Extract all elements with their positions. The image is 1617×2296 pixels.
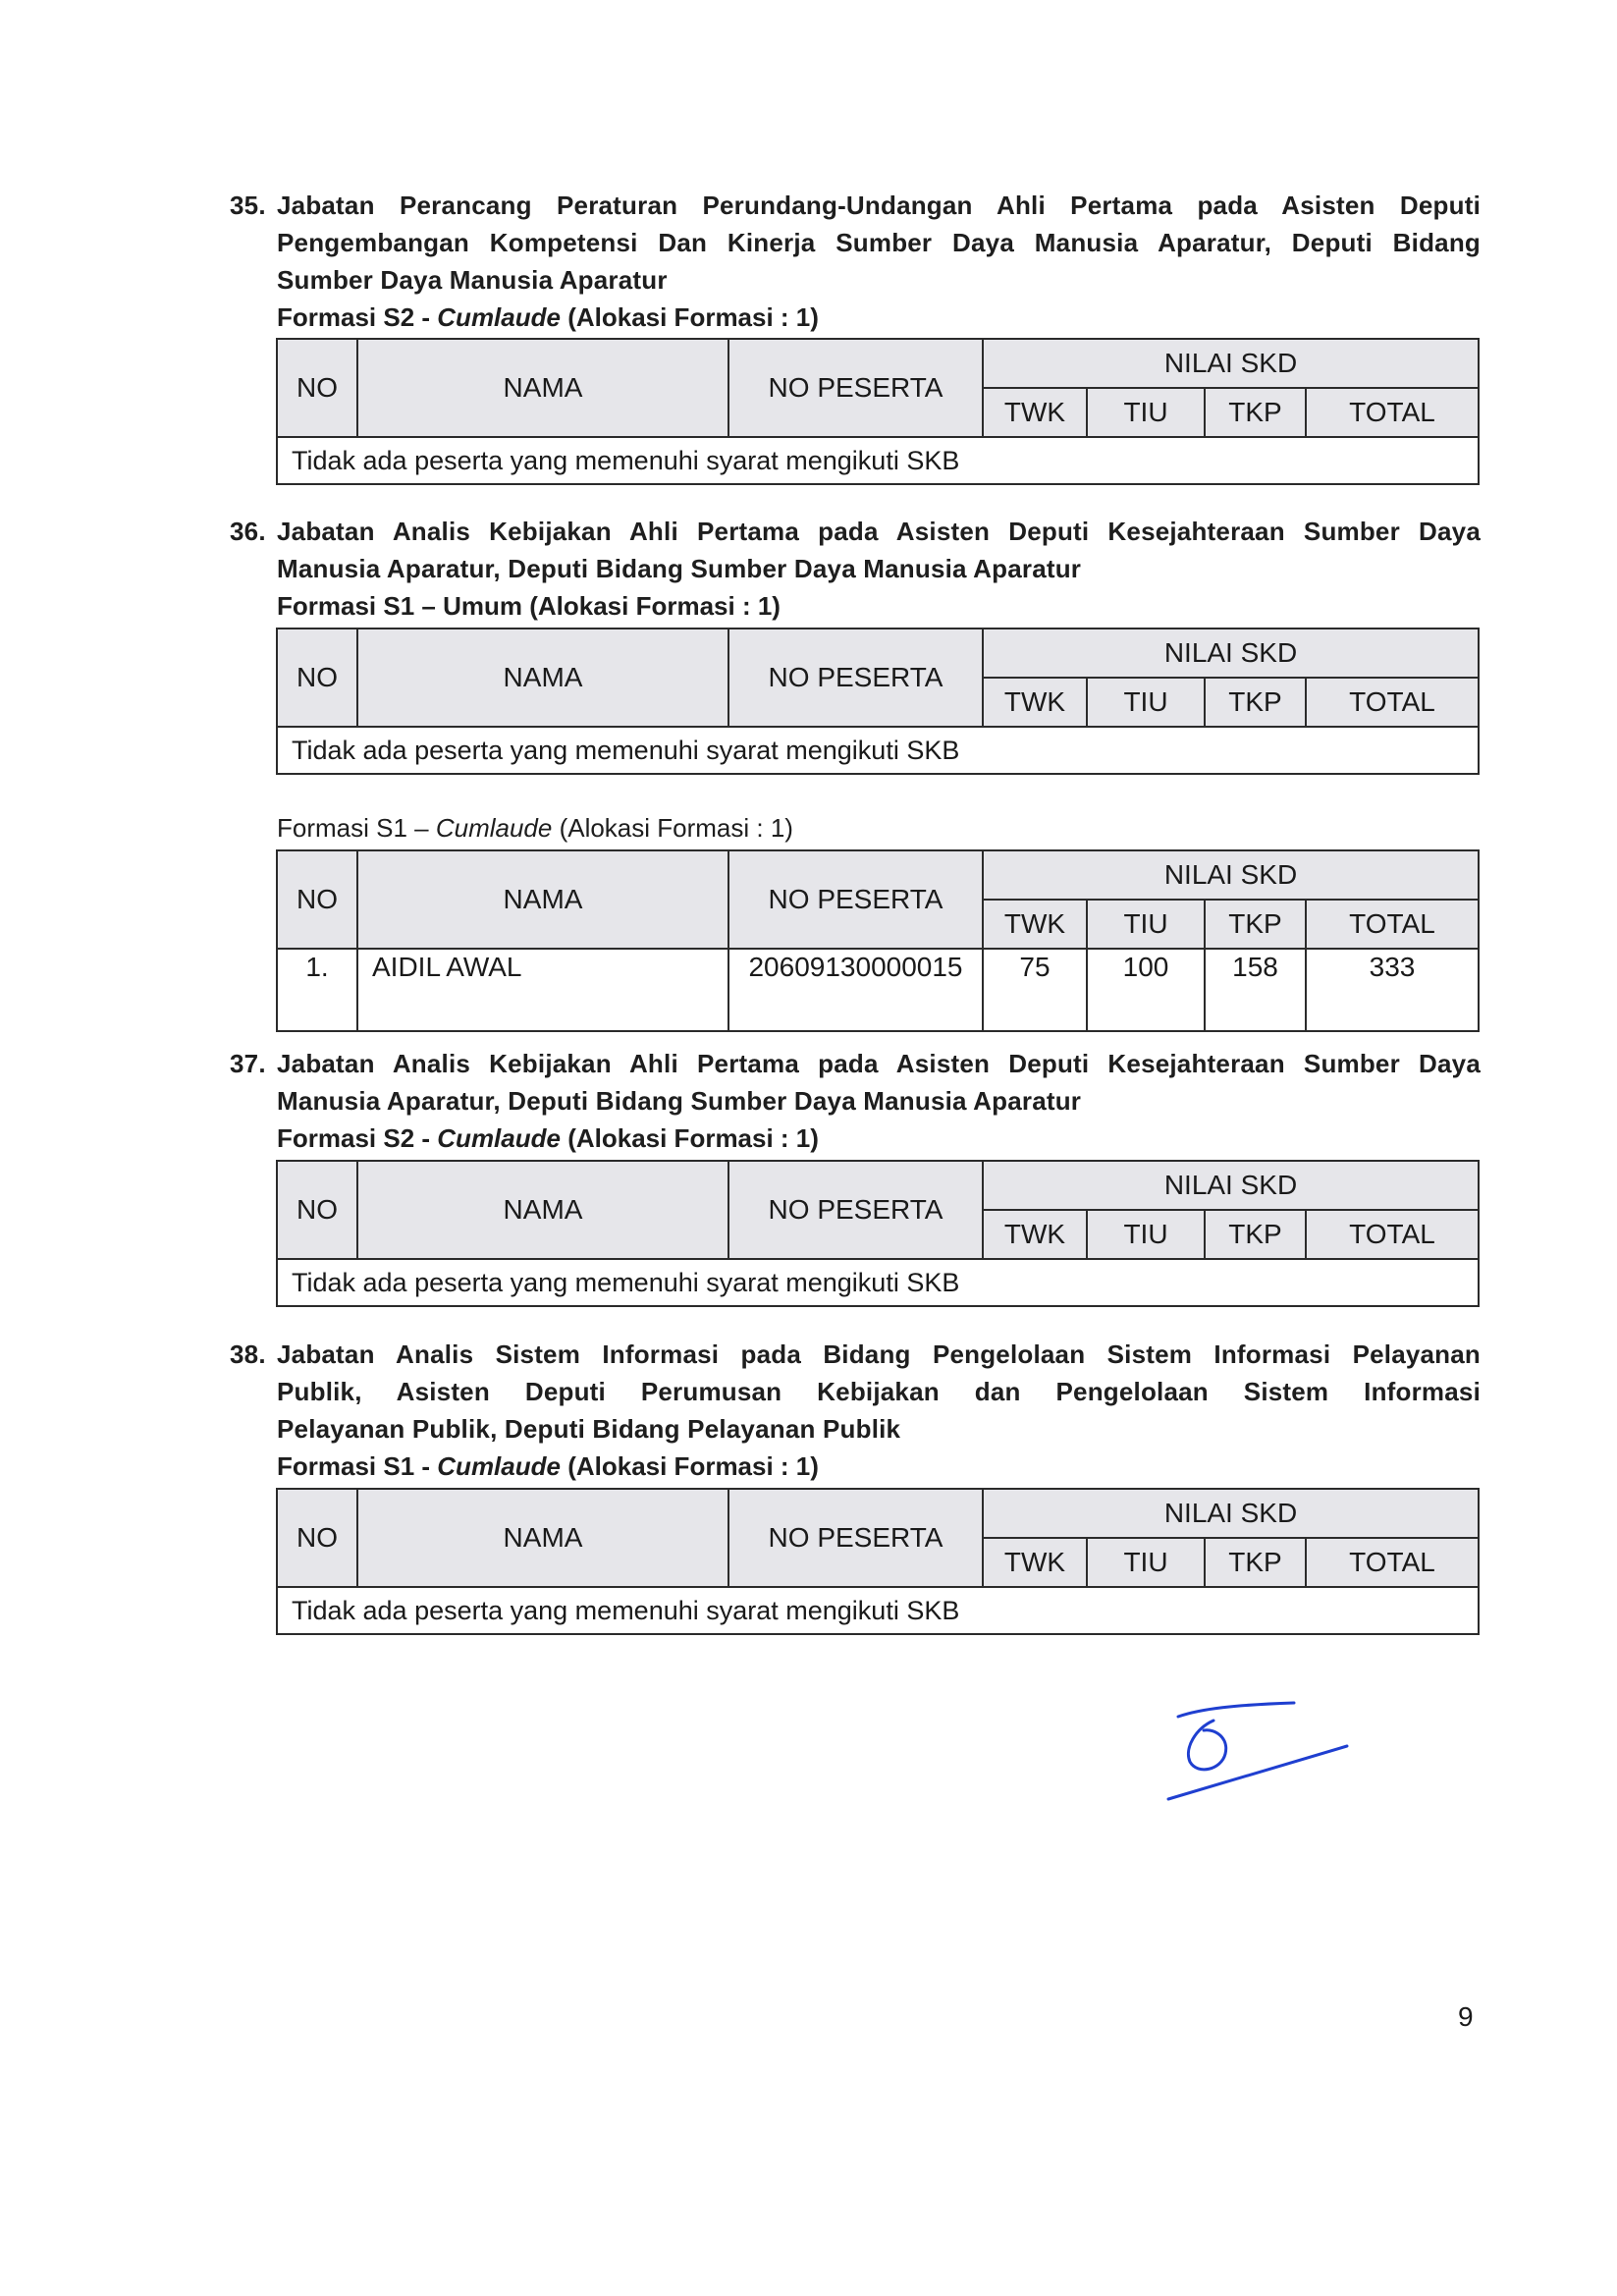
results-table xyxy=(276,1488,1480,1635)
header-nama: NAMA xyxy=(357,1489,728,1587)
section-heading-35 xyxy=(230,187,1481,299)
header-tiu: TIU xyxy=(1087,900,1205,949)
header-nama: NAMA xyxy=(357,1161,728,1259)
empty-message: Tidak ada peserta yang memenuhi syarat mengikuti SKB xyxy=(277,727,1479,774)
header-tkp: TKP xyxy=(1205,900,1306,949)
formasi-prefix: Formasi S1 – xyxy=(277,813,436,843)
header-no-peserta: NO PESERTA xyxy=(728,1489,983,1587)
heading-line: Sumber Daya Manusia Aparatur xyxy=(277,265,668,295)
heading-line: Jabatan Perancang Peraturan Perundang-Undangan Ahli Pertama pada Asisten Deputi xyxy=(277,191,1481,220)
formasi-type: Cumlaude xyxy=(437,302,561,332)
header-tkp: TKP xyxy=(1205,1210,1306,1259)
section-heading-38 xyxy=(230,1336,1481,1448)
header-tkp: TKP xyxy=(1205,678,1306,727)
header-no-peserta: NO PESERTA xyxy=(728,1161,983,1259)
heading-line: Manusia Aparatur, Deputi Bidang Sumber Daya Manusia Aparatur xyxy=(277,554,1082,583)
heading-line: Publik, Asisten Deputi Perumusan Kebijakan dan Pengelolaan Sistem Informasi xyxy=(277,1377,1481,1406)
header-nilai-skd: NILAI SKD xyxy=(983,339,1479,388)
header-nilai-skd: NILAI SKD xyxy=(983,1489,1479,1538)
header-nilai-skd: NILAI SKD xyxy=(983,1161,1479,1210)
cell-no-peserta: 20609130000015 xyxy=(728,949,983,1031)
section-heading-36 xyxy=(230,513,1481,587)
header-tiu: TIU xyxy=(1087,1210,1205,1259)
heading-line: Jabatan Analis Kebijakan Ahli Pertama pada Asisten Deputi Kesejahteraan Sumber Daya xyxy=(277,517,1481,546)
header-total: TOTAL xyxy=(1306,1538,1479,1587)
header-nilai-skd: NILAI SKD xyxy=(983,850,1479,900)
header-twk: TWK xyxy=(983,1538,1087,1587)
section-number: 36. xyxy=(230,517,266,546)
header-tiu: TIU xyxy=(1087,388,1205,437)
header-tiu: TIU xyxy=(1087,678,1205,727)
formasi-prefix: Formasi S2 - xyxy=(277,302,438,332)
results-table xyxy=(276,338,1480,485)
formasi-suffix: (Alokasi Formasi : 1) xyxy=(521,591,781,621)
heading-line: Jabatan Analis Kebijakan Ahli Pertama pada Asisten Deputi Kesejahteraan Sumber Daya xyxy=(277,1049,1481,1078)
cell-nama: AIDIL AWAL xyxy=(357,949,728,1031)
header-twk: TWK xyxy=(983,1210,1087,1259)
cell-total: 333 xyxy=(1306,949,1479,1031)
header-twk: TWK xyxy=(983,678,1087,727)
header-nilai-skd: NILAI SKD xyxy=(983,629,1479,678)
formasi-prefix: Formasi S2 - xyxy=(277,1123,438,1153)
formasi-label xyxy=(277,1448,819,1485)
formasi-label xyxy=(277,1120,819,1157)
heading-line: Jabatan Analis Sistem Informasi pada Bidang Pengelolaan Sistem Informasi Pelayanan xyxy=(277,1339,1481,1369)
formasi-label xyxy=(277,809,793,847)
header-no: NO xyxy=(277,850,357,949)
empty-message: Tidak ada peserta yang memenuhi syarat mengikuti SKB xyxy=(277,1259,1479,1306)
header-no: NO xyxy=(277,1489,357,1587)
table-row xyxy=(277,949,1479,1031)
empty-message: Tidak ada peserta yang memenuhi syarat mengikuti SKB xyxy=(277,1587,1479,1634)
formasi-suffix: (Alokasi Formasi : 1) xyxy=(560,1451,819,1481)
header-no-peserta: NO PESERTA xyxy=(728,629,983,727)
section-number: 38. xyxy=(230,1339,266,1369)
results-table xyxy=(276,628,1480,775)
formasi-type: Umum xyxy=(443,591,522,621)
formasi-type: Cumlaude xyxy=(437,1123,561,1153)
formasi-type: Cumlaude xyxy=(437,1451,561,1481)
header-no: NO xyxy=(277,1161,357,1259)
formasi-suffix: (Alokasi Formasi : 1) xyxy=(560,302,819,332)
section-number: 35. xyxy=(230,191,266,220)
header-total: TOTAL xyxy=(1306,1210,1479,1259)
header-no: NO xyxy=(277,629,357,727)
page-number: 9 xyxy=(1458,2001,1474,2032)
header-tiu: TIU xyxy=(1087,1538,1205,1587)
section-heading-37 xyxy=(230,1045,1481,1120)
header-no-peserta: NO PESERTA xyxy=(728,850,983,949)
header-no: NO xyxy=(277,339,357,437)
heading-line: Manusia Aparatur, Deputi Bidang Sumber Daya Manusia Aparatur xyxy=(277,1086,1082,1116)
formasi-suffix: (Alokasi Formasi : 1) xyxy=(552,813,793,843)
formasi-prefix: Formasi S1 – xyxy=(277,591,444,621)
results-table xyxy=(276,1160,1480,1307)
cell-tiu: 100 xyxy=(1087,949,1205,1031)
empty-message: Tidak ada peserta yang memenuhi syarat mengikuti SKB xyxy=(277,437,1479,484)
signature-initial xyxy=(1157,1697,1349,1807)
header-nama: NAMA xyxy=(357,339,728,437)
header-total: TOTAL xyxy=(1306,388,1479,437)
header-twk: TWK xyxy=(983,388,1087,437)
header-tkp: TKP xyxy=(1205,1538,1306,1587)
formasi-type: Cumlaude xyxy=(435,813,553,843)
header-tkp: TKP xyxy=(1205,388,1306,437)
section-number: 37. xyxy=(230,1049,266,1078)
formasi-prefix: Formasi S1 - xyxy=(277,1451,438,1481)
header-total: TOTAL xyxy=(1306,678,1479,727)
cell-no: 1. xyxy=(277,949,357,1031)
cell-tkp: 158 xyxy=(1205,949,1306,1031)
heading-line: Pengembangan Kompetensi Dan Kinerja Sumber Daya Manusia Aparatur, Deputi Bidang xyxy=(277,228,1481,257)
heading-line: Pelayanan Publik, Deputi Bidang Pelayanan Publik xyxy=(277,1414,901,1444)
cell-twk: 75 xyxy=(983,949,1087,1031)
results-table xyxy=(276,849,1480,1032)
header-nama: NAMA xyxy=(357,850,728,949)
header-total: TOTAL xyxy=(1306,900,1479,949)
header-twk: TWK xyxy=(983,900,1087,949)
header-nama: NAMA xyxy=(357,629,728,727)
formasi-suffix: (Alokasi Formasi : 1) xyxy=(560,1123,819,1153)
formasi-label xyxy=(277,299,819,336)
formasi-label xyxy=(277,587,781,625)
header-no-peserta: NO PESERTA xyxy=(728,339,983,437)
